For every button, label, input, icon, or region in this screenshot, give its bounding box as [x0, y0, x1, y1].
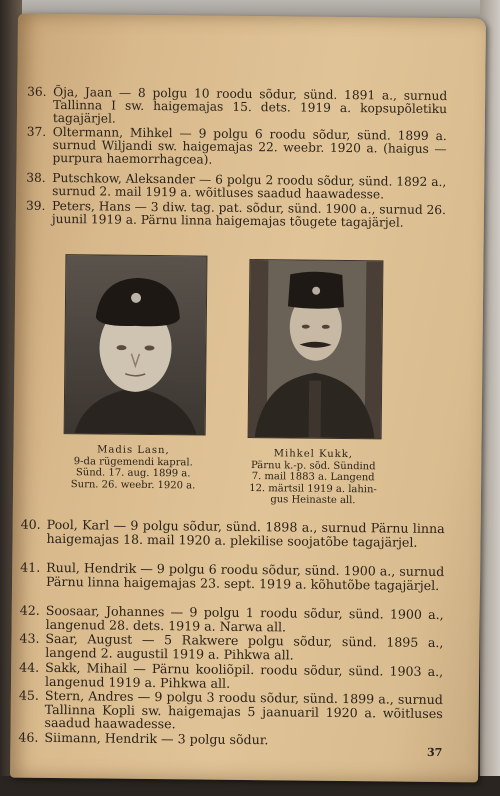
- portrait-photo-madis-lasn: [64, 254, 208, 435]
- entry-text: Peters, Hans — 3 diw. tag. pat. sõdur, sünd. 1900 a., surnud 26. juunil 1919 a. Pärnu linna haigemajas tõugete tagajärjel.: [51, 198, 447, 230]
- caption-line: 7. mail 1883 a. Langend: [251, 471, 375, 484]
- entry-number: 38.: [26, 170, 46, 185]
- caption-name: Madis Lasn,: [97, 444, 170, 457]
- list-item-42: [12, 602, 480, 634]
- caption-line: gus Heinaste all.: [270, 494, 356, 507]
- entry-text: Ruul, Hendrik — 9 polgu 6 roodu sõdur, sünd. 1900 a., surnud Pärnu linna haigemajas 23. sept. 1919 a. kõhutõbe tagajärjel.: [45, 559, 445, 593]
- entry-text: Sakk, Mihail — Pärnu kooliõpil. roodu sõdur, sünd. 1903 a., langenud 1919 a. Pihkwa all.: [44, 659, 444, 691]
- photo-caption-1: [53, 444, 213, 492]
- caption-line: Surn. 26. weebr. 1920 a.: [70, 478, 196, 491]
- entry-text: Oltermann, Mihkel — 9 polgu 6 roodu sõdur, sünd. 1899 a. surnud Wiljandi sw. haigemajas 22. weebr. 1920 a. (haigus — purpura haemorrhagcea).: [52, 124, 447, 167]
- caption-line: Sünd. 17. aug. 1899 a.: [75, 467, 191, 480]
- book-page: [10, 14, 486, 783]
- caption-line: Pärnu k.-p. sõd. Sündind: [250, 459, 376, 472]
- entry-number: 39.: [25, 198, 46, 213]
- list-item-40: [13, 516, 481, 550]
- photo-caption-2: [235, 448, 392, 507]
- caption-line: 9-da rügemendi kapral.: [73, 455, 193, 468]
- entry-number: 37.: [26, 124, 47, 139]
- entry-text: Stern, Andres — 9 polgu 3 roodu sõdur, sünd. 1899 a., surnud Tallinna Kopli sw. haigemajas 5 jaanuaril 1920 a. wõitluses saadud haawadesse.: [44, 687, 443, 732]
- entry-text: Siimann, Hendrik — 3 polgu sõdur.: [44, 729, 269, 748]
- list-item-36: [17, 84, 485, 126]
- entry-number: 36.: [27, 84, 47, 99]
- entry-number: 43.: [19, 630, 40, 646]
- entry-number: 45.: [18, 687, 39, 703]
- entry-number: 46.: [18, 729, 39, 745]
- caption-name: Mihkel Kukk,: [273, 448, 354, 461]
- list-item-41: [12, 559, 480, 593]
- list-item-38: [16, 170, 484, 202]
- entry-text: Õja, Jaan — 8 polgu 10 roodu sõdur, sünd. 1891 a., surnud Tallinna I sw. haigemajas 15. dets. 1919 a. kopsupõletiku tagajärjel.: [52, 84, 448, 126]
- entry-text: Putschkow, Aleksander — 6 polgu 2 roodu sõdur, sünd. 1892 a., surnud 2. mail 1919 a. wõitluses saadud haawadesse.: [52, 170, 447, 202]
- entry-number: 40.: [20, 516, 41, 532]
- entry-number: 44.: [19, 659, 40, 675]
- page-number: 37: [426, 745, 443, 760]
- entry-text: Pool, Karl — 9 polgu sõdur, sünd. 1898 a., surnud Pärnu linna haigemajas 18. mail 1920 a. plekilise soojatõbe tagajärjel.: [46, 516, 445, 550]
- entry-number: 42.: [19, 602, 40, 618]
- entry-text: Soosaar, Johannes — 9 polgu 1 roodu sõdur, sünd. 1900 a., langenud 28. dets. 1919 a. Narwa all.: [45, 602, 444, 634]
- entry-text: Saar, August — 5 Rakwere polgu sõdur, sünd. 1895 a., langend 2. augustil 1919 a. Pihkwa all.: [45, 630, 444, 662]
- caption-line: 12. märtsil 1919 a. lahin-: [249, 482, 377, 495]
- entry-number: 41.: [20, 559, 41, 575]
- portrait-photo-mihkel-kukk: [248, 259, 384, 439]
